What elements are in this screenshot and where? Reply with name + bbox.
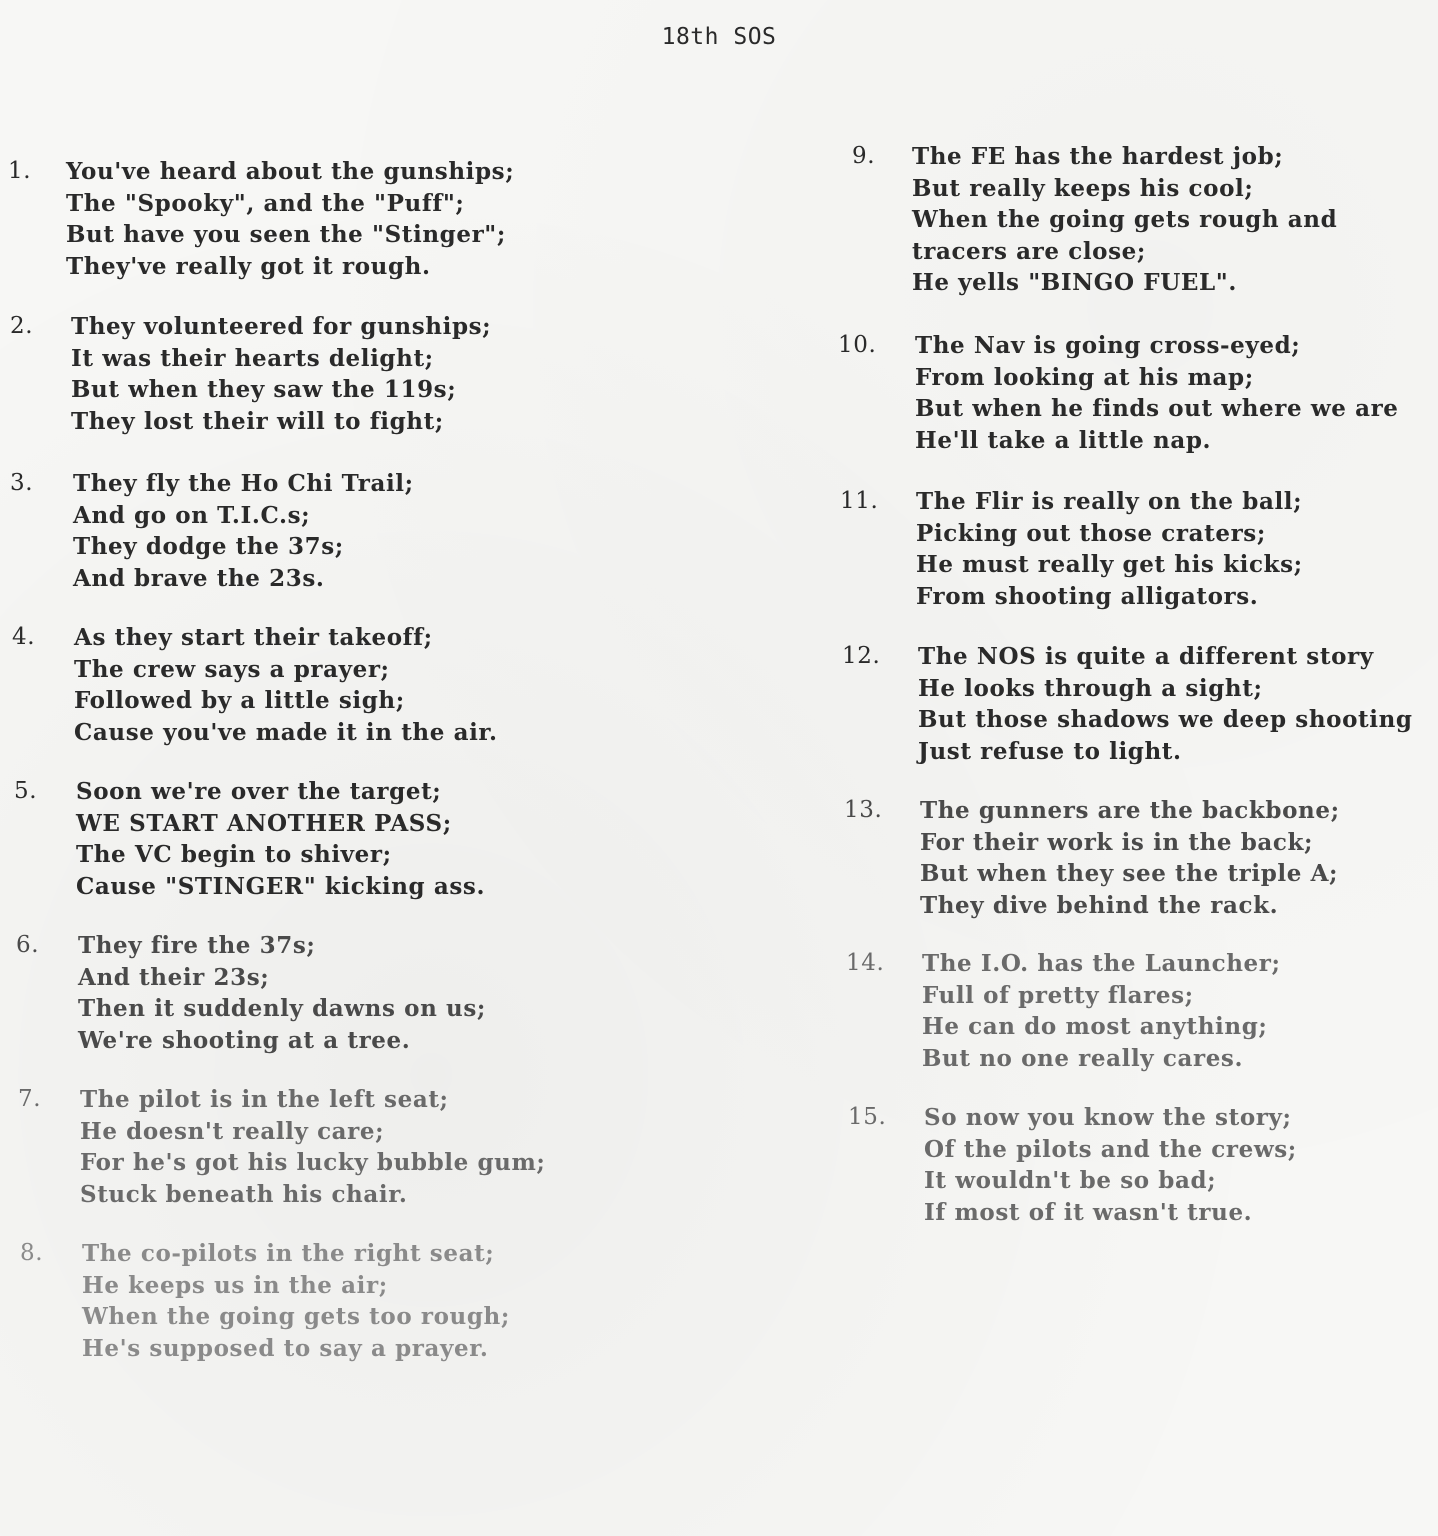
verse-line: They volunteered for gunships; — [71, 313, 492, 340]
verse-line: Of the pilots and the crews; — [924, 1135, 1297, 1163]
verse-line: We're shooting at a tree. — [78, 1026, 411, 1054]
verse-line: The pilot is in the left seat; — [80, 1086, 449, 1113]
verse-line: He must really get his kicks; — [916, 551, 1303, 578]
verse-line: They lost their will to fight; — [71, 407, 444, 435]
verse-line: Cause "STINGER" kicking ass. — [76, 872, 486, 900]
verse-number: 3. — [10, 470, 34, 496]
verse-line: And their 23s; — [78, 963, 270, 991]
verse-number: 13. — [844, 797, 883, 823]
verse-number: 7. — [18, 1086, 42, 1112]
verse-line: He can do most anything; — [922, 1013, 1268, 1040]
verse-number: 11. — [840, 488, 879, 514]
verse-line: Then it suddenly dawns on us; — [78, 995, 486, 1022]
verse-number: 6. — [16, 932, 40, 958]
verse-line: Followed by a little sigh; — [74, 687, 405, 714]
verse-number: 10. — [838, 332, 877, 358]
verse-line: When the going gets rough and — [912, 206, 1338, 233]
verse-line: When the going gets too rough; — [82, 1303, 510, 1330]
verse-line: They dive behind the rack. — [920, 891, 1279, 919]
verse-line: The co-pilots in the right seat; — [82, 1240, 495, 1267]
verse-number: 5. — [14, 778, 38, 804]
verse-line: The Nav is going cross-eyed; — [915, 332, 1301, 359]
verse-line: They fire the 37s; — [78, 932, 316, 959]
verse-line: Soon we're over the target; — [76, 778, 442, 805]
verse-line: tracers are close; — [912, 237, 1146, 265]
verse-line: He keeps us in the air; — [82, 1271, 388, 1299]
verse-line: The gunners are the backbone; — [920, 797, 1340, 824]
verse-line: He's supposed to say a prayer. — [82, 1334, 489, 1362]
verse-line: But when they saw the 119s; — [71, 376, 457, 403]
verse-line: The crew says a prayer; — [74, 655, 390, 683]
verse-line: The I.O. has the Launcher; — [922, 950, 1281, 977]
verse-line: You've heard about the gunships; — [66, 158, 515, 185]
verse-line: But when they see the triple A; — [920, 860, 1339, 887]
verse-line: He yells "BINGO FUEL". — [912, 269, 1237, 296]
verse-number: 14. — [846, 950, 885, 976]
verse-line: He doesn't really care; — [80, 1117, 385, 1145]
verse-line: Just refuse to light. — [918, 737, 1182, 765]
verse-line: But those shadows we deep shooting — [918, 706, 1413, 733]
verse-number: 9. — [852, 143, 876, 169]
verse-line: For their work is in the back; — [920, 828, 1314, 856]
verse-number: 2. — [10, 313, 34, 339]
verse-number: 4. — [12, 624, 36, 650]
verse-line: And brave the 23s. — [73, 564, 325, 592]
verse-line: They've really got it rough. — [66, 252, 431, 280]
verse-line: It wouldn't be so bad; — [924, 1167, 1217, 1194]
verse-line: WE START ANOTHER PASS; — [76, 809, 452, 837]
verse-line: The Flir is really on the ball; — [916, 488, 1303, 515]
verse-line: They fly the Ho Chi Trail; — [73, 470, 414, 497]
verse-number: 12. — [842, 643, 881, 669]
verse-line: Stuck beneath his chair. — [80, 1180, 408, 1208]
verse-line: Picking out those craters; — [916, 519, 1266, 547]
verse-line: But when he finds out where we are — [915, 395, 1399, 422]
verse-line: The FE has the hardest job; — [912, 143, 1284, 170]
verse-line: But really keeps his cool; — [912, 174, 1254, 202]
page-title: 18th SOS — [661, 24, 777, 50]
verse-line: From shooting alligators. — [916, 582, 1259, 610]
verse-line: But have you seen the "Stinger"; — [66, 221, 506, 248]
verse-line: For he's got his lucky bubble gum; — [80, 1149, 546, 1176]
verse-number: 15. — [848, 1104, 887, 1130]
verse-line: Cause you've made it in the air. — [74, 718, 498, 746]
verse-line: From looking at his map; — [915, 363, 1254, 391]
verse-line: Full of pretty flares; — [922, 981, 1194, 1009]
verse-number: 8. — [20, 1240, 44, 1266]
verse-line: If most of it wasn't true. — [924, 1198, 1253, 1226]
verse-line: The "Spooky", and the "Puff"; — [66, 189, 465, 217]
verse-line: The NOS is quite a different story — [918, 643, 1374, 670]
verse-line: But no one really cares. — [922, 1044, 1244, 1072]
verse-line: As they start their takeoff; — [74, 624, 433, 651]
verse-line: So now you know the story; — [924, 1104, 1292, 1131]
verse-line: It was their hearts delight; — [71, 344, 434, 372]
verse-line: He'll take a little nap. — [915, 426, 1212, 454]
verse-number: 1. — [8, 158, 32, 184]
verse-line: They dodge the 37s; — [73, 533, 344, 560]
verse-line: He looks through a sight; — [918, 674, 1263, 702]
verse-line: The VC begin to shiver; — [76, 841, 392, 868]
verse-line: And go on T.I.C.s; — [73, 501, 311, 529]
